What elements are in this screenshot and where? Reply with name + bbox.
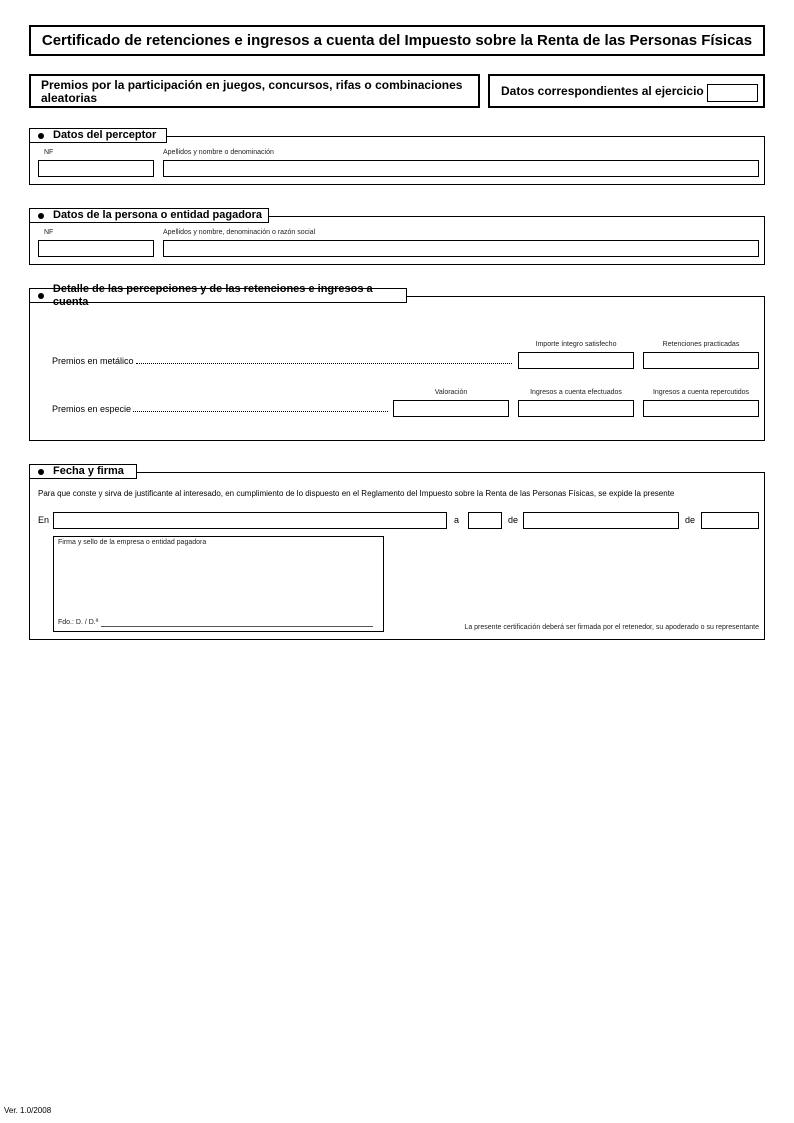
bullet-icon: [38, 293, 44, 299]
fdo-signature-line: [101, 626, 373, 627]
version-label: Ver. 1.0/2008: [4, 1106, 52, 1115]
form-title: Certificado de retenciones e ingresos a cuenta del Impuesto sobre la Renta de las Personas Físicas: [29, 25, 765, 56]
detalle-header-text: Detalle de las percepciones y de las retenciones e ingresos a cuenta: [52, 282, 373, 308]
metalico-dots: [136, 363, 512, 364]
fdo-label: Fdo.: D. / D.ª: [58, 619, 99, 626]
importe-field[interactable]: [518, 352, 634, 369]
a-label: a: [454, 515, 460, 525]
especie-label: Premios en especie: [52, 404, 132, 414]
valoracion-field[interactable]: [393, 400, 509, 417]
ingresos-repercutidos-col-label: Ingresos a cuenta repercutidos: [652, 389, 750, 396]
valoracion-col-label: Valoración: [434, 389, 468, 396]
metalico-label: Premios en metálico: [52, 356, 134, 366]
perceptor-nif-field[interactable]: [38, 160, 154, 177]
firma-footnote: La presente certificación deberá ser firmada por el retenedor, su apoderado o su representante: [464, 624, 759, 631]
pagador-nif-field[interactable]: [38, 240, 154, 257]
bullet-icon: [38, 133, 44, 139]
fecha-intro-text: Para que conste y sirva de justificante al interesado, en cumplimiento de lo dispuesto en el Reglamento del Impuesto sobre la Renta de las Personas Físicas, se expide la presente: [38, 489, 675, 498]
perceptor-name-field[interactable]: [163, 160, 759, 177]
firma-box[interactable]: [53, 536, 384, 632]
fecha-header-text: Fecha y firma: [53, 465, 124, 477]
ingresos-efectuados-col-label: Ingresos a cuenta efectuados: [530, 389, 622, 396]
de-label-1: de: [508, 515, 519, 525]
pagador-name-field[interactable]: [163, 240, 759, 257]
ingresos-repercutidos-field[interactable]: [643, 400, 759, 417]
en-label: En: [38, 515, 50, 525]
anio-field[interactable]: [701, 512, 759, 529]
perceptor-nif-label: NF: [44, 149, 54, 156]
ejercicio-label: Datos correspondientes al ejercicio: [501, 84, 704, 98]
retenciones-field[interactable]: [643, 352, 759, 369]
fecha-header: [29, 464, 137, 479]
especie-dots: [133, 411, 388, 412]
bullet-icon: [38, 469, 44, 475]
pagador-header: [29, 208, 269, 223]
mes-field[interactable]: [523, 512, 679, 529]
pagador-name-label: Apellidos y nombre, denominación o razón social: [163, 229, 316, 236]
retenciones-col-label: Retenciones practicadas: [662, 341, 740, 348]
form-subtitle: Premios por la participación en juegos, concursos, rifas o combinaciones aleatorias: [29, 74, 480, 108]
ingresos-efectuados-field[interactable]: [518, 400, 634, 417]
lugar-field[interactable]: [53, 512, 447, 529]
pagador-nif-label: NF: [44, 229, 54, 236]
pagador-header-text: Datos de la persona o entidad pagadora: [53, 209, 263, 221]
perceptor-header: [29, 128, 167, 143]
importe-col-label: Importe íntegro satisfecho: [535, 341, 617, 348]
bullet-icon: [38, 213, 44, 219]
detalle-header: [29, 282, 407, 308]
dia-field[interactable]: [468, 512, 502, 529]
ejercicio-box: [488, 74, 765, 108]
perceptor-name-label: Apellidos y nombre o denominación: [163, 149, 274, 156]
ejercicio-input[interactable]: [707, 84, 758, 102]
de-label-2: de: [685, 515, 696, 525]
perceptor-header-text: Datos del perceptor: [53, 129, 157, 141]
firma-label: Firma y sello de la empresa o entidad pagadora: [58, 539, 207, 546]
